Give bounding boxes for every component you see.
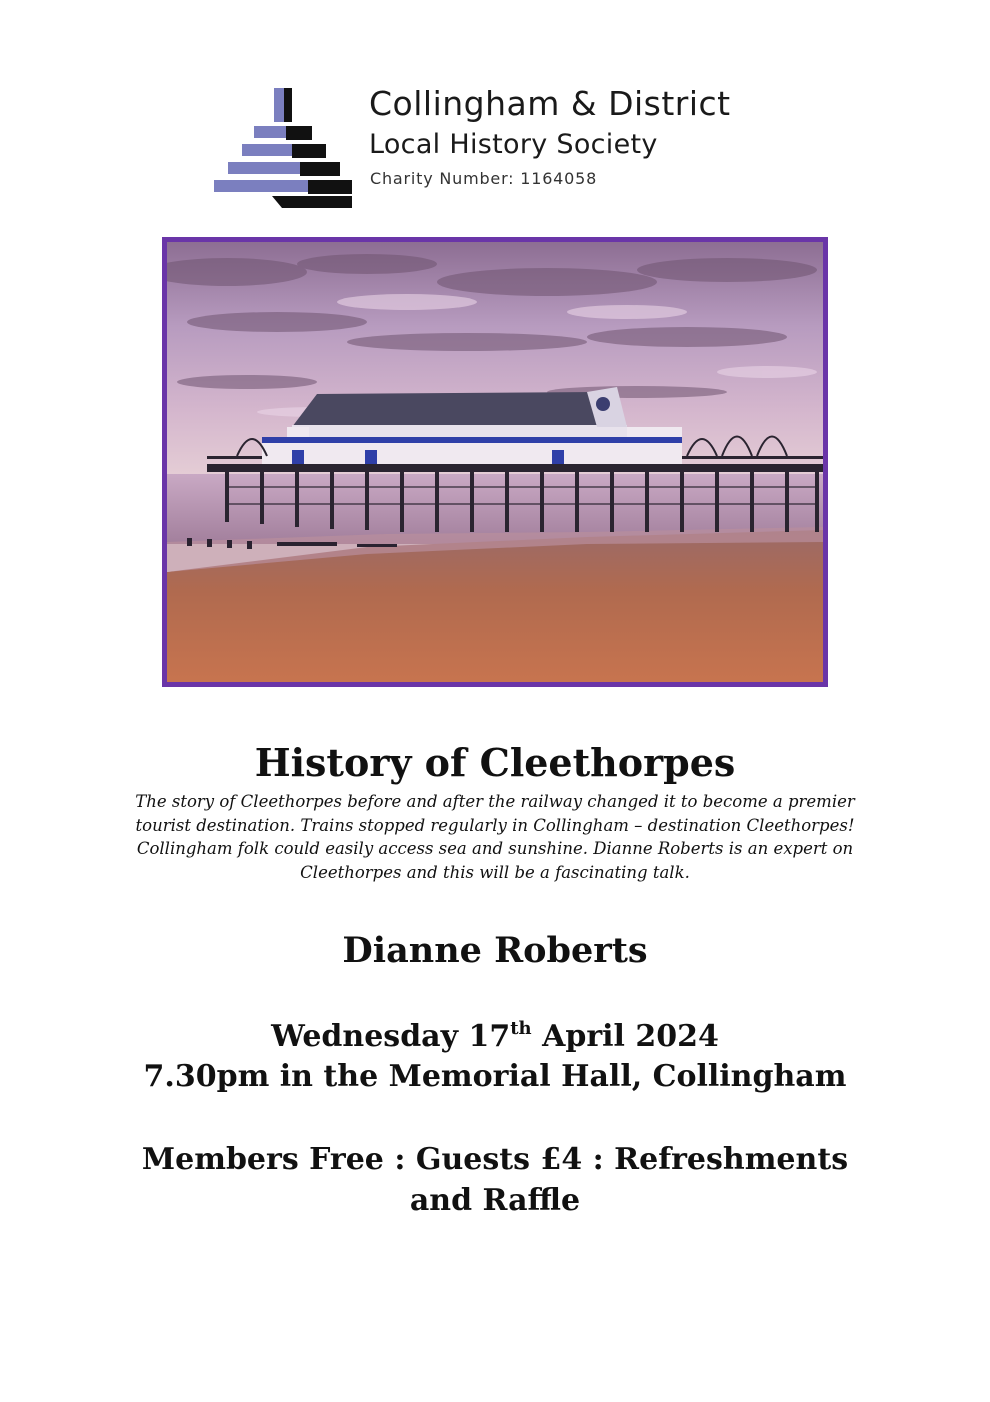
speaker-name: Dianne Roberts: [342, 930, 648, 971]
organization-subtitle: Local History Society: [369, 129, 658, 160]
charity-number: Charity Number: 1164058: [370, 169, 598, 188]
society-logo: [212, 88, 354, 210]
event-title: History of Cleethorpes: [254, 740, 736, 785]
event-date-suffix: th: [510, 1018, 532, 1039]
pricing-info: Members Free : Guests £4 : Refreshments and Raffle: [141, 1142, 849, 1218]
event-description: The story of Cleethorpes before and after the railway changed it to become a premier tourist destination. Trains stopped regularly in Collingham – destination Cleethorpes! Collingham folk could easily access sea and sunshine. Dianne Roberts is an expert on Cleethorpes and this will be a fascinating talk.: [135, 792, 855, 882]
event-venue: 7.30pm in the Memorial Hall, Collingham: [143, 1059, 847, 1094]
event-date-month-year: April 2024: [531, 1019, 719, 1054]
pier-photo: [162, 237, 828, 687]
header: [212, 84, 792, 214]
event-date: [0, 1017, 990, 1057]
event-date-text: Wednesday 17: [271, 1019, 511, 1054]
organization-name: Collingham & District: [369, 84, 731, 123]
pier-illustration: [167, 242, 823, 682]
